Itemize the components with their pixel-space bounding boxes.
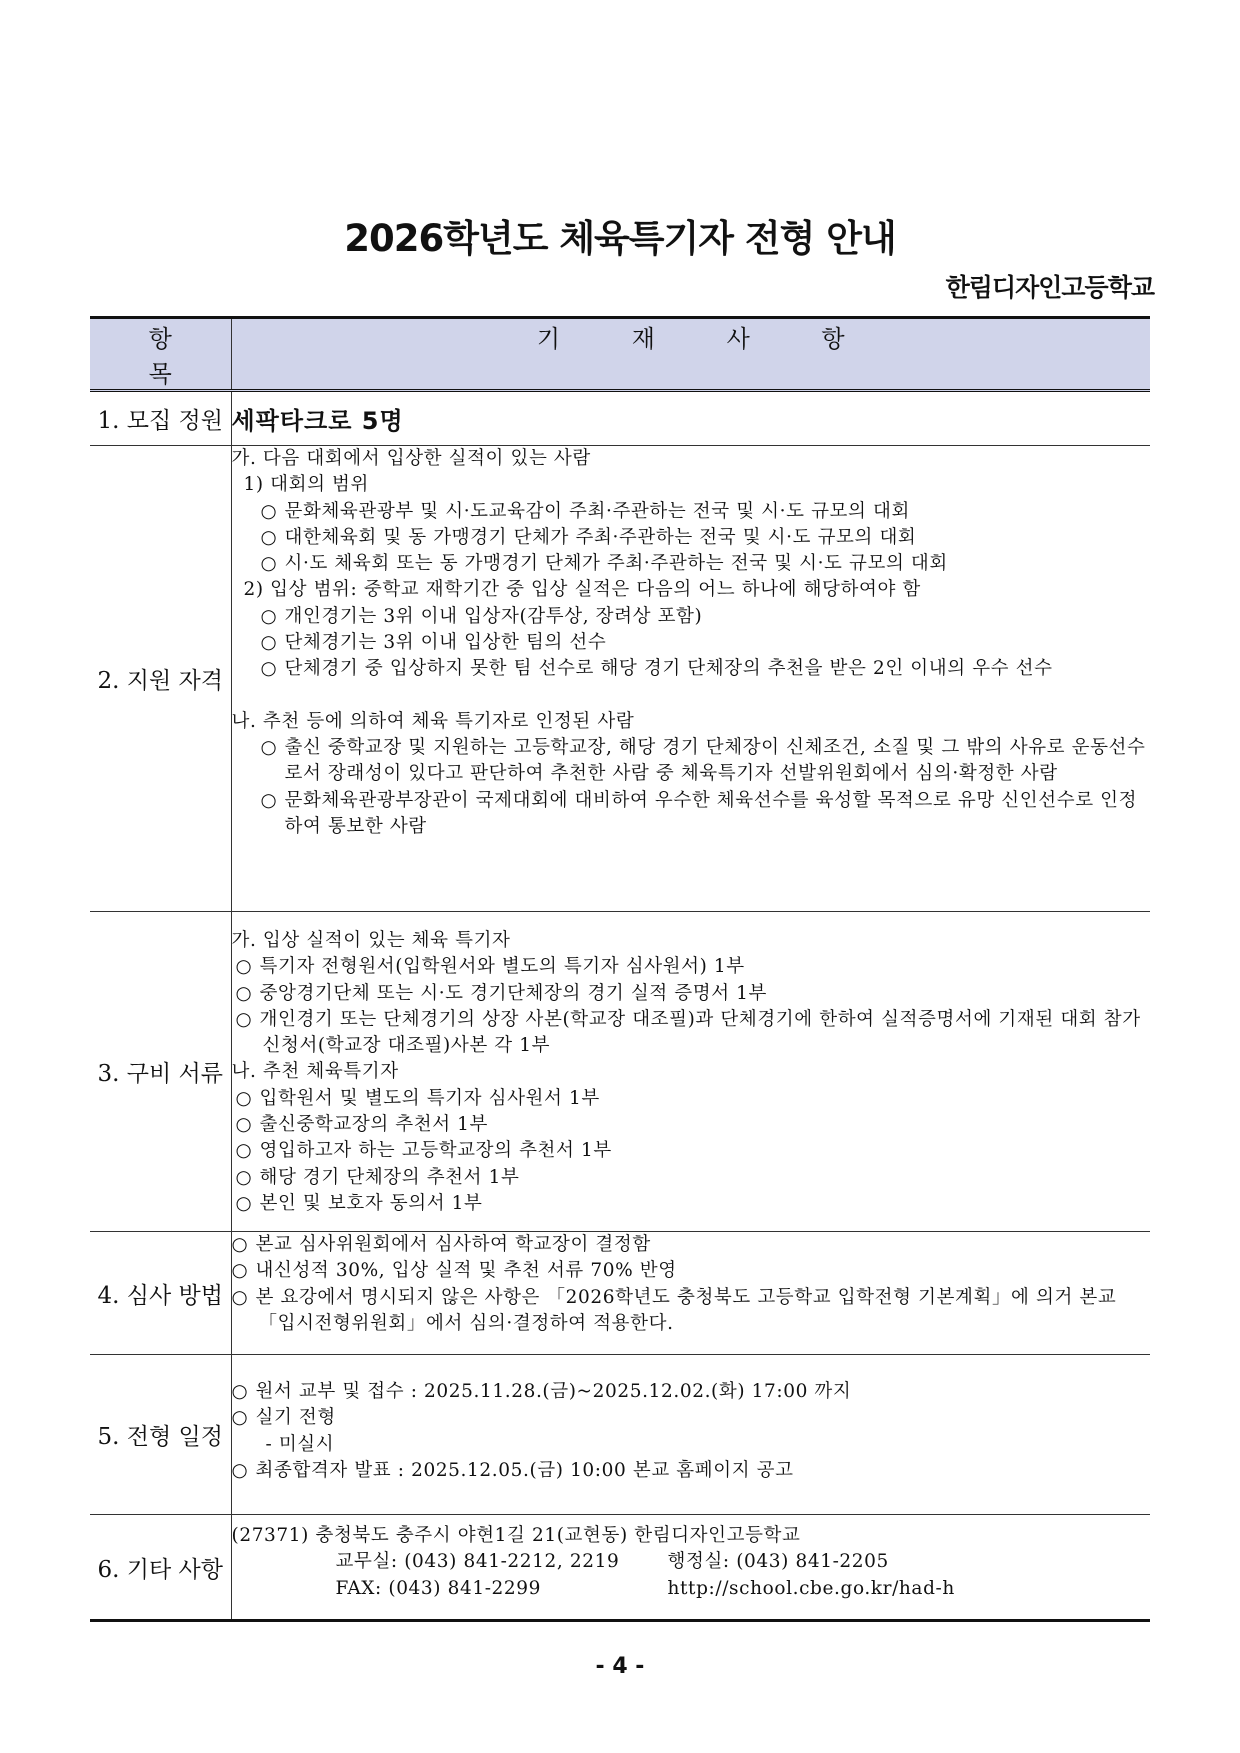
fax-number: FAX: (043) 841-2299 [335,1577,542,1599]
bullet-icon: ○ [260,553,278,575]
bullet-icon: ○ [235,982,253,1004]
row-recruitment [90,391,1150,446]
contact-content [231,1515,1150,1621]
school-name: 한림디자인고등학교 [945,273,1154,302]
header-char: 항 [821,325,845,353]
row-evaluation [90,1232,1150,1355]
row-documents [90,912,1150,1232]
row-other [90,1515,1150,1621]
bullet-icon: ○ [231,1407,249,1429]
bullet-icon: ○ [260,789,278,811]
schedule-content [231,1355,1150,1515]
list-item: ○ 본 요강에서 명시되지 않은 사항은 「2026학년도 충청북도 고등학교 입학전형 기본계획」에 의거 본교 「입시전형위원회」에서 심의·결정하여 적용한다. [231,1286,1117,1334]
recruitment-count: 세팍타크로 5명 [231,391,1150,446]
header-item: 항 목 [90,318,231,391]
bullet-icon: ○ [231,1381,249,1402]
list-item: ○ 개인경기는 3위 이내 입상자(감투상, 장려상 포함) [258,604,1151,630]
table-header-row [90,318,1150,391]
section-heading: 가. 입상 실적이 있는 체육 특기자 [231,930,511,951]
admin-phone: 행정실: (043) 841-2205 [667,1551,889,1573]
list-item: ○ 개인경기 또는 단체경기의 상장 사본(학교장 대조필)과 단체경기에 한하여 실적증명서에 기재된 대회 참가 신청서(학교장 대조필)사본 각 1부 [235,1008,1141,1057]
header-char: 기 [536,325,561,353]
header-char: 재 [631,325,655,353]
list-item: ○ 내신성적 30%, 입상 실적 및 추천 서류 70% 반영 [232,1258,1151,1284]
office-phone: 교무실: (043) 841-2212, 2219 [335,1551,620,1573]
bullet-icon: ○ [231,1459,249,1481]
list-item: ○ 본교 심사위원회에서 심사하여 학교장이 결정함 [232,1232,1151,1258]
row-label: 3. 구비 서류 [90,912,231,1232]
bullet-icon: ○ [235,1114,253,1136]
list-item: ○ 입학원서 및 별도의 특기자 심사원서 1부 [236,1086,1151,1112]
row-label: 4. 심사 방법 [90,1232,231,1355]
sub-heading: 1) 대회의 범위 [243,474,370,496]
bullet-icon: ○ [235,1008,253,1030]
list-item: ○ 중앙경기단체 또는 시·도 경기단체장의 경기 실적 증명서 1부 [236,981,1151,1007]
list-item: ○ 특기자 전형원서(입학원서와 별도의 특기자 심사원서) 1부 [236,954,1151,980]
address: (27371) 충청북도 충주시 야현1길 21(교현동) 한림디자인고등학교 [231,1525,801,1546]
evaluation-content [231,1232,1150,1355]
list-item: ○ 원서 교부 및 접수 : 2025.11.28.(금)~2025.12.02.(화) 17:00 까지 [232,1379,1151,1405]
bullet-icon: ○ [231,1234,249,1255]
row-eligibility [90,446,1150,912]
list-item: ○ 대한체육회 및 동 가맹경기 단체가 주최·주관하는 전국 및 시·도 규모의 대회 [258,525,1151,551]
row-label: 2. 지원 자격 [90,446,231,912]
list-item: ○ 출신중학교장의 추천서 1부 [236,1112,1151,1138]
bullet-icon: ○ [260,632,278,654]
bullet-icon: ○ [235,956,253,978]
list-subitem: - 미실시 [265,1433,335,1455]
sub-heading: 2) 입상 범위: 중학교 재학기간 중 입상 실적은 다음의 어느 하나에 해당하여야 함 [243,579,921,601]
list-item: ○ 문화체육관광부 및 시·도교육감이 주최·주관하는 전국 및 시·도 규모의 대회 [258,499,1151,525]
header-char: 사 [726,325,750,353]
bullet-icon: ○ [231,1286,249,1308]
phone-line [232,1549,1151,1575]
bullet-icon: ○ [235,1140,253,1162]
header-details [231,318,1150,391]
page-number: - 4 - [595,1654,645,1679]
eligibility-content [231,446,1150,912]
list-item: ○ 단체경기는 3위 이내 입상한 팀의 선수 [258,630,1151,656]
bullet-icon: ○ [260,526,278,548]
bullet-icon: ○ [235,1192,253,1214]
bullet-icon: ○ [260,658,278,680]
section-heading: 나. 추천 등에 의하여 체육 특기자로 인정된 사람 [231,710,635,732]
school-url[interactable]: http://school.cbe.go.kr/had-h [667,1577,955,1599]
row-label: 6. 기타 사항 [90,1515,231,1621]
bullet-icon: ○ [260,736,278,758]
admission-info-table [90,316,1150,1622]
list-item: ○ 실기 전형 [232,1405,1151,1431]
documents-content [231,912,1150,1232]
section-heading: 나. 추천 체육특기자 [231,1061,399,1083]
list-item: ○ 단체경기 중 입상하지 못한 팀 선수로 해당 경기 단체장의 추천을 받은 2인 이내의 우수 선수 [258,656,1151,682]
list-item: ○ 문화체육관광부장관이 국제대회에 대비하여 우수한 체육선수를 육성할 목적으로 유망 신인선수로 인정하여 통보한 사람 [260,789,1138,837]
row-label: 1. 모집 정원 [90,391,231,446]
list-item: ○ 영입하고자 하는 고등학교장의 추천서 1부 [236,1138,1151,1164]
list-item: ○ 출신 중학교장 및 지원하는 고등학교장, 해당 경기 단체장이 신체조건, 소질 및 그 밖의 사유로 운동선수로서 장래성이 있다고 판단하여 추천한 사람 중 체육특기자 선발위원회에서 심의·확정한 사람 [260,736,1146,785]
bullet-icon: ○ [235,1087,253,1109]
list-item: ○ 시·도 체육회 또는 동 가맹경기 단체가 주최·주관하는 전국 및 시·도 규모의 대회 [258,551,1151,577]
row-label: 5. 전형 일정 [90,1355,231,1515]
row-schedule [90,1355,1150,1515]
list-item: ○ 해당 경기 단체장의 추천서 1부 [236,1165,1151,1191]
bullet-icon: ○ [260,605,278,627]
section-heading: 가. 다음 대회에서 입상한 실적이 있는 사람 [231,448,591,469]
page-title: 2026학년도 체육특기자 전형 안내 [344,217,896,260]
bullet-icon: ○ [260,500,278,522]
list-item: ○ 본인 및 보호자 동의서 1부 [236,1191,1151,1217]
bullet-icon: ○ [231,1260,249,1282]
fax-line [232,1576,1151,1602]
bullet-icon: ○ [235,1166,253,1188]
list-item: ○ 최종합격자 발표 : 2025.12.05.(금) 10:00 본교 홈페이지 공고 [232,1458,1151,1484]
